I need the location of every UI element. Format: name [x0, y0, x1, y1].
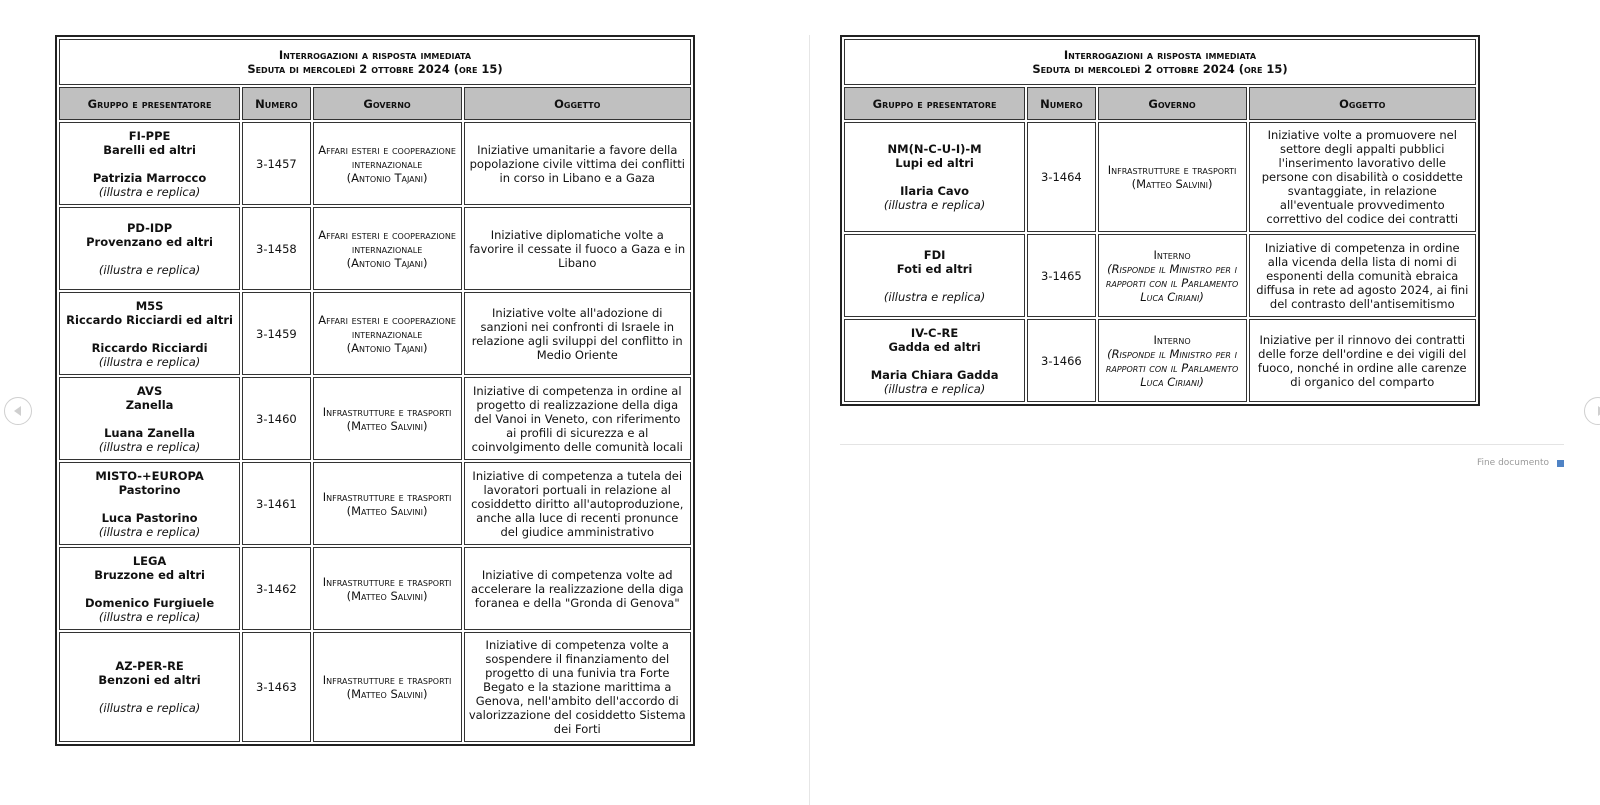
group-presenter-cell [59, 122, 240, 205]
group-name: FI-PPE [128, 128, 171, 143]
presenter-name: Domenico Furgiuele [85, 595, 215, 610]
minister: (Antonio Tajani) [346, 255, 428, 270]
government-cell [1098, 234, 1247, 317]
col-header-numero: Numero [242, 87, 310, 120]
presenter-role: (illustra e replica) [98, 184, 201, 199]
minister: (Matteo Salvini) [346, 588, 428, 603]
respondent: (Risponde il Ministro per i rapporti con il Parlamento Luca Ciriani) [1105, 346, 1239, 389]
col-header-oggetto: Oggetto [1249, 87, 1476, 120]
table-row [844, 122, 1476, 232]
presenter-name: Patrizia Marrocco [92, 170, 207, 185]
subject-cell: Iniziative umanitarie a favore della popolazione civile vittima dei conflitti in corso in Libano e a Gaza [464, 122, 691, 205]
subject-cell: Iniziative per il rinnovo dei contratti delle forze dell'ordine e dei vigili del fuoco, nonché in ordine alle carenze di organico del comparto [1249, 319, 1476, 402]
signers: Pastorino [118, 482, 181, 497]
subject-cell: Iniziative di competenza volte a sospendere il finanziamento del progetto di una funivia tra Forte Begato e la stazione marittima a Genova, nell'ambito dell'accordo di valorizzazione del cosiddetto Sistema dei Forti [464, 632, 691, 742]
table-title [59, 39, 691, 85]
government-cell [313, 207, 462, 290]
signers: Barelli ed altri [103, 142, 196, 157]
question-number: 3-1458 [242, 207, 310, 290]
group-name: IV-C-RE [910, 325, 959, 340]
presenter-role: (illustra e replica) [883, 381, 986, 396]
subject-cell: Iniziative di competenza a tutela dei lavoratori portuali in relazione al cosiddetto diritto all'autoproduzione, anche alla luce di recenti pronunce del giudice amministrativo [464, 462, 691, 545]
group-name: MISTO-+EUROPA [95, 468, 204, 483]
signers: Foti ed altri [896, 261, 973, 276]
group-name: FDI [923, 247, 946, 262]
footer-divider [840, 444, 1564, 445]
ministry: Interno [1153, 247, 1191, 262]
questions-table-page-1 [55, 35, 695, 746]
table-row [59, 632, 691, 742]
group-presenter-cell [844, 122, 1025, 232]
ministry: Infrastrutture e trasporti [322, 404, 452, 419]
question-number: 3-1460 [242, 377, 310, 460]
group-name: AVS [136, 383, 163, 398]
signers: Bruzzone ed altri [94, 567, 205, 582]
subject-cell: Iniziative volte a promuovere nel settore degli appalti pubblici l'inserimento lavorativo delle persone con disabilità o cosiddette svantaggiate, in relazione all'eventuale provvedimento correttivo del codice dei contratti [1249, 122, 1476, 232]
presenter-role: (illustra e replica) [98, 354, 201, 369]
presenter-name: Riccardo Ricciardi [91, 340, 208, 355]
minister: (Antonio Tajani) [346, 170, 428, 185]
table-title [844, 39, 1476, 85]
group-presenter-cell [844, 234, 1025, 317]
table-row [59, 207, 691, 290]
signers: Gadda ed altri [888, 339, 981, 354]
presenter-name: Luana Zanella [104, 425, 196, 440]
government-cell [1098, 122, 1247, 232]
col-header-gruppo: Gruppo e presentatore [844, 87, 1025, 120]
subject-cell: Iniziative di competenza in ordine al progetto di realizzazione della diga del Vanoi in Veneto, con riferimento ai profili di sicurezza e al coinvolgimento delle comunità locali [464, 377, 691, 460]
group-name: M5S [135, 298, 164, 313]
ministry: Interno [1153, 332, 1191, 347]
government-cell [313, 632, 462, 742]
government-cell [313, 292, 462, 375]
subject-cell: Iniziative volte all'adozione di sanzioni nei confronti di Israele in relazione agli sviluppi del conflitto in Medio Oriente [464, 292, 691, 375]
page-divider [809, 35, 810, 805]
group-presenter-cell [59, 632, 240, 742]
table-row [59, 292, 691, 375]
ministry: Infrastrutture e trasporti [1107, 163, 1237, 177]
document-end-marker [1477, 458, 1564, 468]
question-number: 3-1459 [242, 292, 310, 375]
signers: Provenzano ed altri [86, 234, 214, 249]
ministry: Infrastrutture e trasporti [322, 574, 452, 589]
table-row [59, 462, 691, 545]
title-line-1: Interrogazioni a risposta immediata [278, 48, 472, 62]
group-presenter-cell [59, 462, 240, 545]
table-row [59, 377, 691, 460]
table-row [59, 122, 691, 205]
government-cell [313, 377, 462, 460]
presenter-role: (illustra e replica) [98, 609, 201, 624]
table-row [844, 234, 1476, 317]
presenter-role: (illustra e replica) [98, 439, 201, 454]
minister: (Matteo Salvini) [346, 687, 428, 701]
presenter-role: (illustra e replica) [98, 262, 201, 277]
chevron-left-icon [14, 406, 21, 416]
ministry: Affari esteri e cooperazione internazionale [318, 227, 456, 256]
group-name: LEGA [132, 553, 167, 568]
minister: (Antonio Tajani) [346, 340, 428, 355]
ministry: Affari esteri e cooperazione internazionale [318, 142, 456, 171]
table-row [59, 547, 691, 630]
title-line-2: Seduta di mercoledì 2 ottobre 2024 (ore 15) [1032, 62, 1288, 76]
group-name: PD-IDP [126, 220, 173, 235]
questions-table-page-2 [840, 35, 1480, 406]
subject-cell: Iniziative di competenza volte ad accelerare la realizzazione della diga foranea e della "Gronda di Genova" [464, 547, 691, 630]
question-number: 3-1463 [242, 632, 310, 742]
presenter-role: (illustra e replica) [98, 524, 201, 539]
previous-page-button[interactable] [4, 397, 32, 425]
group-name: NM(N-C-U-I)-M [887, 142, 982, 156]
col-header-governo: Governo [1098, 87, 1247, 120]
government-cell [313, 122, 462, 205]
question-number: 3-1465 [1027, 234, 1095, 317]
signers: Lupi ed altri [895, 156, 974, 170]
title-line-1: Interrogazioni a risposta immediata [1063, 48, 1257, 62]
question-number: 3-1464 [1027, 122, 1095, 232]
question-number: 3-1466 [1027, 319, 1095, 402]
minister: (Matteo Salvini) [346, 418, 428, 433]
col-header-gruppo: Gruppo e presentatore [59, 87, 240, 120]
title-line-2: Seduta di mercoledì 2 ottobre 2024 (ore 15) [247, 62, 503, 76]
col-header-numero: Numero [1027, 87, 1095, 120]
group-presenter-cell [59, 292, 240, 375]
col-header-governo: Governo [313, 87, 462, 120]
presenter-role: (illustra e replica) [98, 701, 201, 715]
group-presenter-cell [59, 207, 240, 290]
col-header-oggetto: Oggetto [464, 87, 691, 120]
presenter-name: Maria Chiara Gadda [870, 367, 999, 382]
ministry: Infrastrutture e trasporti [322, 489, 452, 504]
question-number: 3-1461 [242, 462, 310, 545]
table-row [844, 319, 1476, 402]
presenter-role: (illustra e replica) [883, 289, 986, 304]
minister: (Matteo Salvini) [346, 503, 428, 518]
end-of-document-label: Fine documento [1476, 458, 1549, 468]
group-name: AZ-PER-RE [115, 659, 184, 673]
next-page-button[interactable] [1584, 397, 1600, 425]
presenter-name: Luca Pastorino [101, 510, 198, 525]
presenter-name: Ilaria Cavo [900, 184, 970, 198]
square-icon [1557, 460, 1564, 467]
question-number: 3-1457 [242, 122, 310, 205]
signers: Benzoni ed altri [98, 673, 201, 687]
presenter-role: (illustra e replica) [883, 198, 986, 212]
group-presenter-cell [59, 547, 240, 630]
signers: Riccardo Ricciardi ed altri [66, 312, 233, 327]
group-presenter-cell [59, 377, 240, 460]
question-number: 3-1462 [242, 547, 310, 630]
subject-cell: Iniziative diplomatiche volte a favorire il cessate il fuoco a Gaza e in Libano [464, 207, 691, 290]
ministry: Affari esteri e cooperazione internazionale [318, 312, 456, 341]
group-presenter-cell [844, 319, 1025, 402]
government-cell [313, 462, 462, 545]
subject-cell: Iniziative di competenza in ordine alla vicenda della lista di nomi di esponenti della comunità ebraica diffusa in rete ad agosto 2024, ai fini del contrasto dell'antisemitismo [1249, 234, 1476, 317]
minister: (Matteo Salvini) [1131, 177, 1213, 191]
respondent: (Risponde il Ministro per i rapporti con il Parlamento Luca Ciriani) [1105, 261, 1239, 304]
government-cell [313, 547, 462, 630]
signers: Zanella [125, 397, 174, 412]
ministry: Infrastrutture e trasporti [322, 673, 452, 687]
government-cell [1098, 319, 1247, 402]
